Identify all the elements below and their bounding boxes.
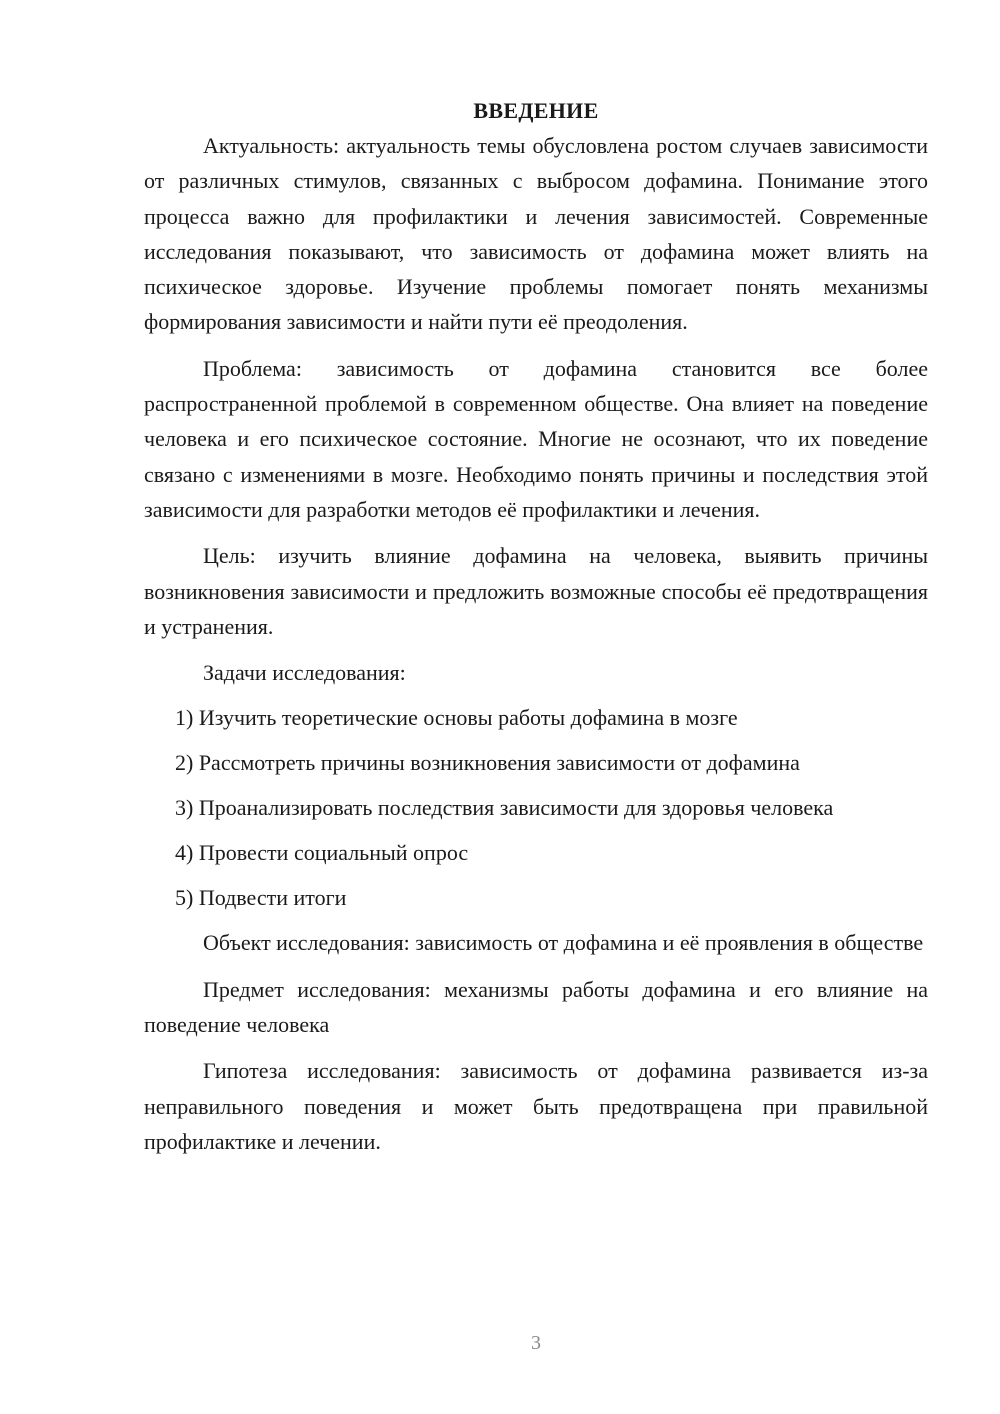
problem-paragraph: Проблема: зависимость от дофамина становится все более распространенной проблемой в современном обществе. Она влияет на поведение человека и его психическое состояние. Многие не осознают, что их поведение связано с изменениями в мозге. Необходимо понять причины и последствия этой зависимости для разработки методов её профилактики и лечения. [144, 355, 928, 522]
section-title: ВВЕДЕНИЕ [473, 98, 599, 123]
goal-paragraph: Цель: изучить влияние дофамина на человека, выявить причины возникновения зависимости и предложить возможные способы её предотвращения и устранения. [144, 543, 928, 639]
document-page [144, 93, 928, 1170]
tasks-list [144, 700, 928, 915]
list-item: 4) Провести социальный опрос [175, 840, 469, 866]
list-item: 3) Проанализировать последствия зависимости для здоровья человека [175, 795, 834, 821]
page-number: 3 [531, 1332, 541, 1354]
hypothesis-paragraph: Гипотеза исследования: зависимость от дофамина развивается из-за неправильного поведения и может быть предотвращена при правильной профилактике и лечении. [144, 1058, 928, 1154]
object-paragraph: Объект исследования: зависимость от дофамина и её проявления в обществе [203, 930, 924, 956]
subject-paragraph: Предмет исследования: механизмы работы дофамина и его влияние на поведение человека [144, 976, 928, 1038]
tasks-heading: Задачи исследования: [203, 660, 406, 686]
relevance-paragraph: Актуальность: актуальность темы обусловлена ростом случаев зависимости от различных стимулов, связанных с выбросом дофамина. Понимание этого процесса важно для профилактики и лечения зависимостей. Современные исследования показывают, что зависимость от дофамина может влиять на психическое здоровье. Изучение проблемы помогает понять механизмы формирования зависимости и найти пути её преодоления. [144, 133, 928, 335]
list-item: 2) Рассмотреть причины возникновения зависимости от дофамина [175, 750, 800, 776]
list-item: 5) Подвести итоги [175, 885, 347, 911]
list-item: 1) Изучить теоретические основы работы дофамина в мозге [175, 705, 738, 731]
